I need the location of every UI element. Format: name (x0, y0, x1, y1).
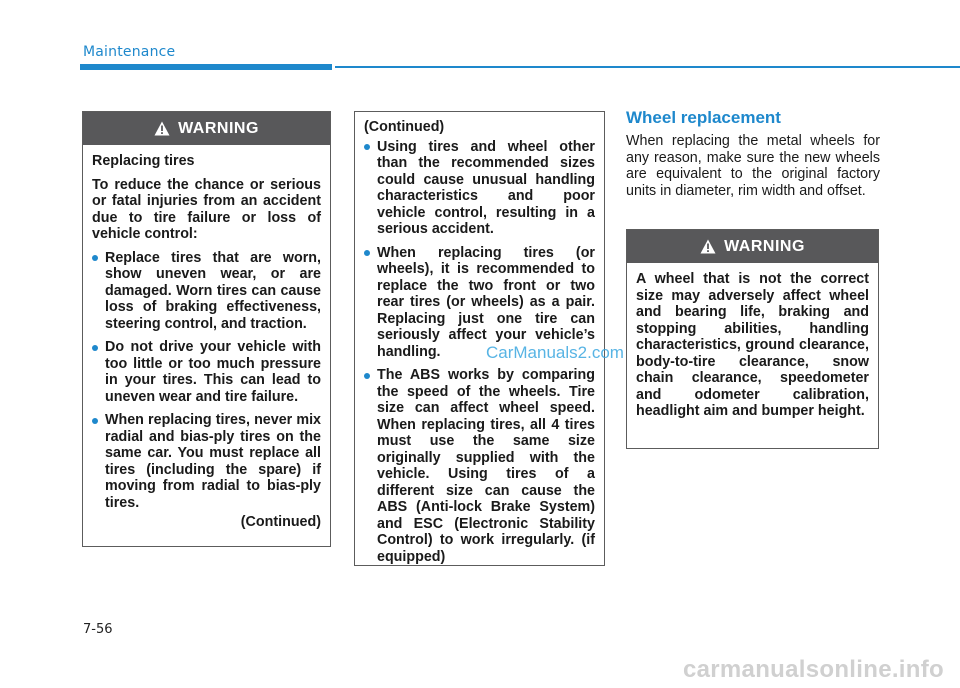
warning-body (627, 263, 878, 428)
warning-header (83, 112, 330, 145)
wheel-replacement-text: When replacing the metal wheels for any reason, make sure the new wheels are equivalent to the original factory units in diameter, rim width and offset. (626, 133, 880, 199)
section-title: Maintenance (83, 44, 176, 60)
wheel-replacement-heading: Wheel replacement (626, 108, 781, 127)
warning-box-wheel (626, 229, 879, 449)
warning-intro: To reduce the chance or serious or fatal injuries from an accident due to tire failure or loss of vehicle control: (92, 176, 321, 242)
bullet-item: Using tires and wheel other than the recommended sizes could cause unusual handling characteristics and poor vehicle control, resulting in a serious accident. (364, 139, 595, 238)
bullet-item: When replacing tires (or wheels), it is recommended to replace the two front or two rear tires (or wheels) as a pair. Replacing just one tire can seriously affect your vehicle’s handling. (364, 245, 595, 361)
warning-triangle-icon (154, 121, 170, 136)
bullet-item: The ABS works by comparing the speed of the wheels. Tire size can affect wheel speed. When replacing tires, all 4 tires must use the same size originally supplied with the vehicle. Using tires of a different size can cause the ABS (Anti-lock Brake System) and ESC (Electronic Stability Control) to work irregularly. (if equipped) (364, 367, 595, 565)
warning-text: A wheel that is not the correct size may adversely affect wheel and bearing life, braking and stopping abilities, handling characteristics, ground clearance, body-to-tire clearance, snow chain clearance, speedometer and odometer calibration, headlight aim and bumper height. (636, 271, 869, 419)
warning-title: WARNING (724, 237, 805, 255)
continued-label: (Continued) (364, 119, 445, 135)
bullet-item: Do not drive your vehicle with too little or too much pressure in your tires. This can lead to uneven wear and tire failure. (92, 339, 321, 405)
warning-box-replacing-tires (82, 111, 331, 547)
warning-box-continued (354, 111, 605, 566)
header-rule-thick (80, 64, 332, 70)
footer-watermark: carmanualsonline.info (682, 656, 944, 683)
watermark-link[interactable]: CarManuals2.com (486, 343, 624, 362)
page-number: 7-56 (83, 622, 113, 637)
warning-body (83, 145, 330, 539)
bullet-item: Replace tires that are worn, show uneven wear, or are damaged. Worn tires can cause loss of braking effectiveness, steering control, and traction. (92, 250, 321, 333)
warning-triangle-icon (700, 239, 716, 254)
warning-header (627, 230, 878, 263)
warning-title: WARNING (178, 119, 259, 137)
bullet-item: When replacing tires, never mix radial and bias-ply tires on the same car. You must replace all tires (including the spare) if moving from radial to bias-ply tires. (92, 412, 321, 511)
continued-label: (Continued) (240, 514, 321, 530)
header-rule-thin (335, 66, 960, 68)
warning-heading: Replacing tires (92, 153, 195, 169)
